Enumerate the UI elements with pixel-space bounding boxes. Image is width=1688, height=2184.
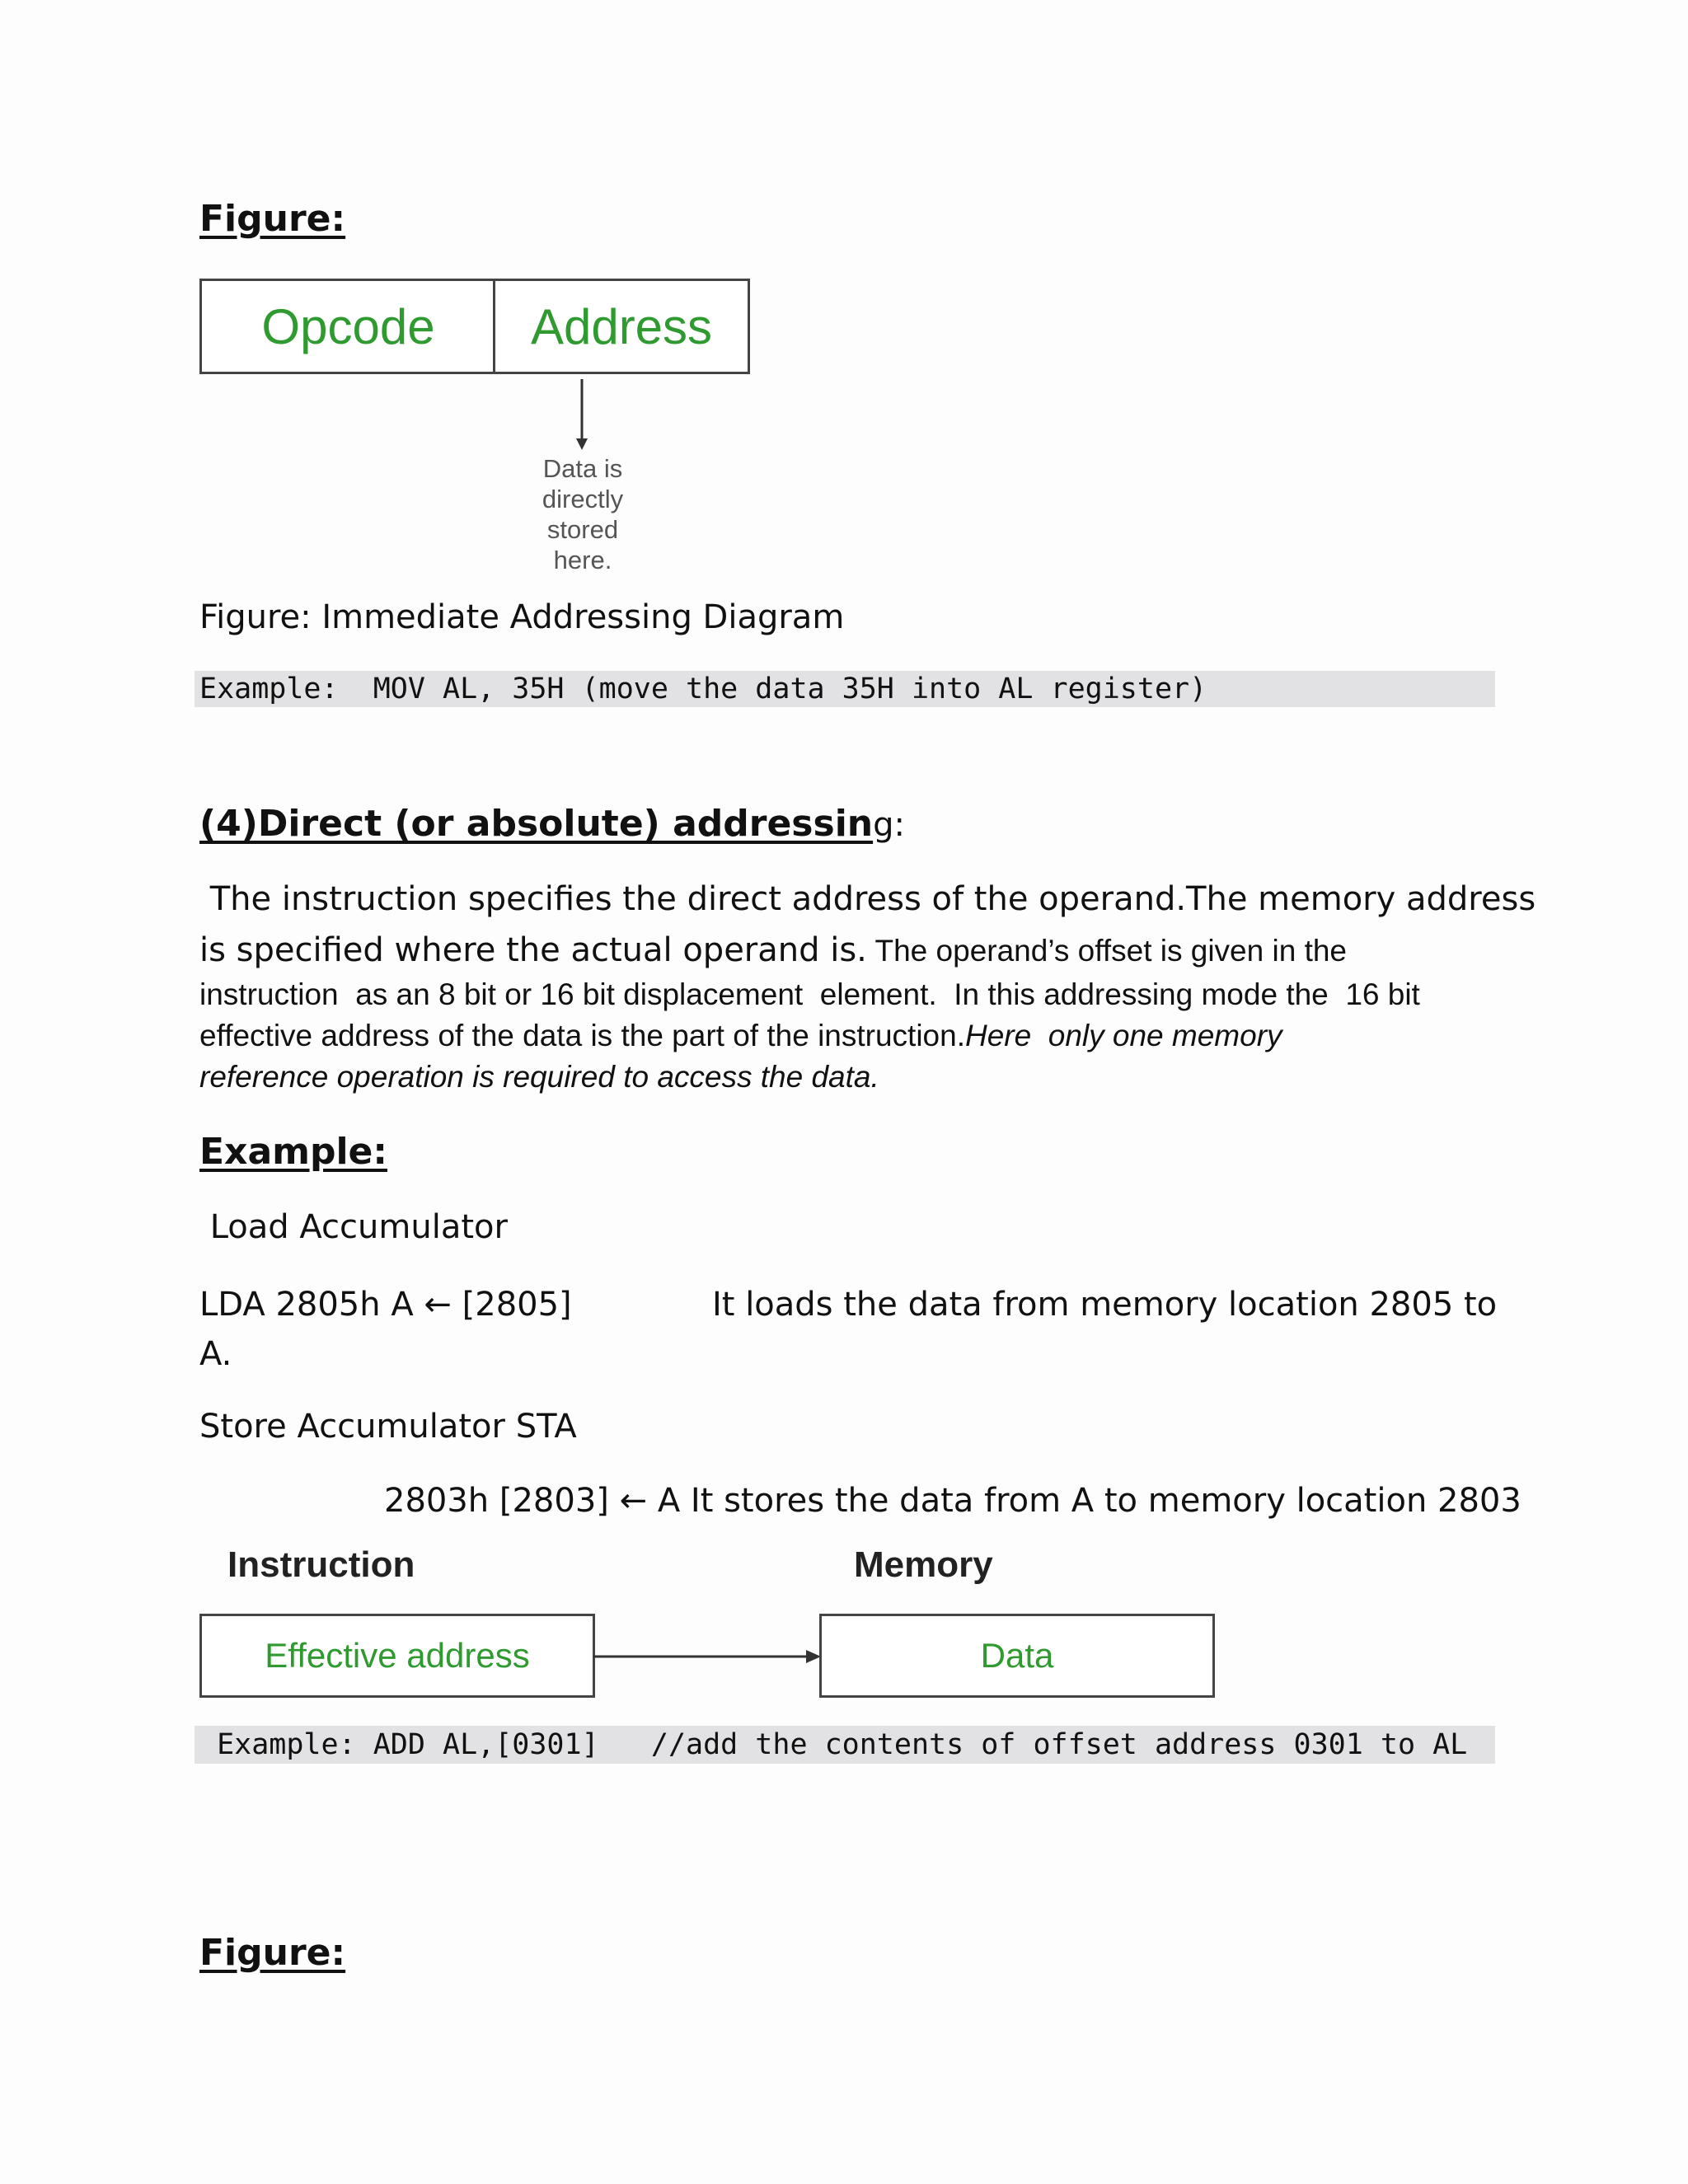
address-label: Address xyxy=(530,298,713,354)
data-box xyxy=(819,1614,1215,1698)
address-box xyxy=(493,279,750,374)
load-accumulator-text: Load Accumulator xyxy=(199,1208,508,1246)
sta-instruction: 2803h [2803] ← A It stores the data from A to memory location 2803 xyxy=(384,1482,1522,1520)
opcode-box xyxy=(199,279,496,374)
note-line: directly xyxy=(542,485,624,513)
paragraph-segment: is specified where the actual operand is. xyxy=(199,931,867,969)
direct-addressing-heading xyxy=(199,803,905,845)
effective-address-label: Effective address xyxy=(265,1636,530,1675)
paragraph-line xyxy=(199,931,1502,977)
paragraph-line: reference operation is required to access the data. xyxy=(199,1060,879,1094)
note-line: Data is xyxy=(542,454,623,483)
paragraph-line xyxy=(199,1019,1502,1060)
instruction-label: Instruction xyxy=(227,1544,415,1585)
memory-label: Memory xyxy=(854,1544,993,1585)
paragraph-line: The instruction specifies the direct address of the operand.The memory address xyxy=(199,880,1536,918)
down-arrow-icon xyxy=(572,374,597,453)
paragraph-segment: effective address of the data is the part of the instruction. xyxy=(199,1019,965,1052)
figure-heading-bottom: Figure: xyxy=(199,1932,346,1974)
effective-address-box xyxy=(199,1614,595,1698)
store-accumulator-text: Store Accumulator STA xyxy=(199,1408,577,1446)
data-stored-note xyxy=(521,453,645,575)
lda-description: It loads the data from memory location 2805 to xyxy=(712,1286,1498,1324)
example-heading: Example: xyxy=(199,1131,387,1173)
opcode-label: Opcode xyxy=(261,298,435,354)
right-arrow-icon xyxy=(593,1642,823,1671)
direct-heading-tail: g: xyxy=(873,806,905,844)
data-label: Data xyxy=(980,1636,1054,1675)
paragraph-segment: The operand’s offset is given in the xyxy=(866,934,1348,968)
figure-caption: Figure: Immediate Addressing Diagram xyxy=(199,598,845,636)
figure-heading-top: Figure: xyxy=(199,198,346,240)
direct-addressing-paragraph xyxy=(199,880,1536,1101)
code-example-immediate: Example: MOV AL, 35H (move the data 35H into AL register) xyxy=(195,671,1495,707)
code-example-direct: Example: ADD AL,[0301] //add the contents of offset address 0301 to AL xyxy=(195,1726,1495,1764)
note-line: stored xyxy=(546,515,619,544)
note-line: here. xyxy=(553,546,612,574)
direct-addressing-diagram xyxy=(199,1544,1215,1701)
immediate-addressing-diagram xyxy=(199,279,750,575)
direct-heading-text: (4)Direct (or absolute) addressin xyxy=(199,803,874,845)
paragraph-line: instruction as an 8 bit or 16 bit displacement element. In this addressing mode the 16 bit xyxy=(199,977,1420,1011)
paragraph-segment-italic: Here only one memory xyxy=(964,1019,1282,1052)
lda-instruction: LDA 2805h A ← [2805] xyxy=(199,1286,572,1324)
lda-description-wrap: A. xyxy=(199,1335,232,1373)
